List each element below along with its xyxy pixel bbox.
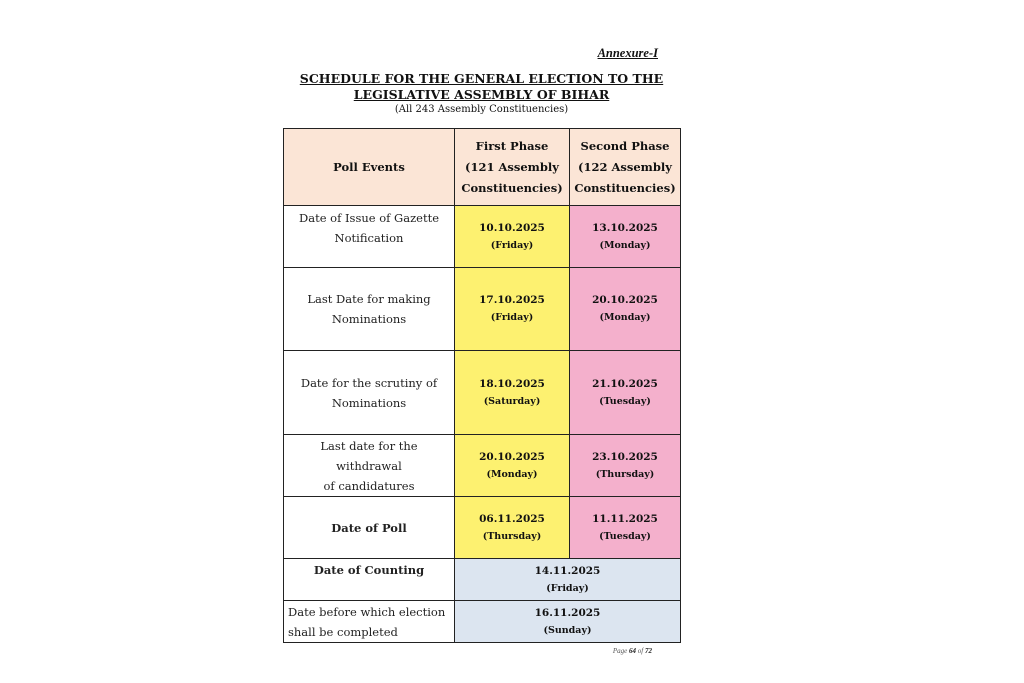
phase1-date: 06.11.2025: [479, 512, 545, 525]
phase1-cell: [455, 206, 570, 268]
phase1-day: (Friday): [490, 239, 534, 251]
phase2-day: (Monday): [599, 312, 651, 323]
header-second-phase: [570, 129, 681, 206]
phase2-cell: [570, 206, 681, 268]
event-label-line-1: Last Date for making: [307, 292, 431, 306]
table-row-nominations: [284, 268, 681, 351]
event-label-line-1: Date of Poll: [331, 520, 407, 535]
table-row-poll: [284, 497, 681, 559]
header-first-phase-count: (121 Assembly: [465, 159, 559, 174]
phase2-cell: [570, 435, 681, 497]
event-label-line-1: Date of Issue of Gazette: [299, 210, 439, 225]
page-label: Page: [612, 647, 628, 655]
completion-day: (Sunday): [543, 624, 592, 636]
event-label-line-1: Last date for the withdrawal: [320, 438, 418, 473]
phase2-date: 13.10.2025: [592, 221, 658, 234]
table-header-row: [284, 129, 681, 206]
event-label-line-1: Date before which election: [288, 604, 446, 619]
phase1-date: 17.10.2025: [479, 294, 545, 306]
phase2-cell: [570, 268, 681, 351]
phase2-date: 11.11.2025: [592, 512, 658, 525]
phase2-day: (Tuesday): [599, 395, 651, 407]
title-line-1: SCHEDULE FOR THE GENERAL ELECTION TO THE: [299, 71, 664, 86]
header-first-phase: [455, 129, 570, 206]
phase1-date: 10.10.2025: [479, 221, 545, 234]
table-row-scrutiny: [284, 351, 681, 435]
event-label-line-2: of candidatures: [323, 478, 415, 493]
page-number: 64: [629, 647, 637, 655]
header-first-phase-unit: Constituencies): [461, 180, 563, 195]
header-second-phase-title: Second Phase: [580, 138, 670, 153]
event-cell: [284, 601, 455, 643]
phase1-day: (Monday): [486, 468, 538, 480]
event-label-line-2: Nominations: [331, 312, 407, 326]
phase1-cell: [455, 435, 570, 497]
page-footer: [560, 647, 652, 655]
phase1-cell: [455, 268, 570, 351]
election-schedule-table: [283, 128, 681, 643]
phase2-date: 21.10.2025: [592, 377, 658, 390]
header-second-phase-unit: Constituencies): [574, 180, 676, 195]
event-label-line-1: Date for the scrutiny of: [300, 375, 438, 390]
event-label-line-2: Nominations: [331, 395, 407, 410]
table-row-gazette: [284, 206, 681, 268]
document-subtitle: (All 243 Assembly Constituencies): [394, 104, 569, 115]
page-total: 72: [645, 647, 652, 655]
event-cell: [284, 206, 455, 268]
event-label-line-2: Notification: [334, 230, 404, 245]
phase2-day: (Monday): [599, 239, 651, 251]
counting-date: 14.11.2025: [534, 564, 601, 577]
table-row-withdrawal: [284, 435, 681, 497]
phase1-day: (Saturday): [483, 395, 541, 407]
event-cell: [284, 435, 455, 497]
table-row-counting: [284, 559, 681, 601]
event-cell: [284, 268, 455, 351]
page-of-label: of: [637, 647, 644, 655]
event-label-line-2: shall be completed: [288, 624, 398, 639]
header-second-phase-count: (122 Assembly: [578, 159, 672, 174]
phase2-day: (Tuesday): [599, 530, 651, 542]
phase2-cell: [570, 351, 681, 435]
phase1-day: (Friday): [490, 312, 534, 323]
document-title: [283, 71, 680, 103]
counting-day: (Friday): [546, 582, 589, 594]
common-date-cell: [455, 559, 681, 601]
phase2-date: 20.10.2025: [592, 294, 658, 306]
phase2-day: (Thursday): [595, 468, 655, 480]
header-poll-events: Poll Events: [284, 129, 455, 206]
event-cell: [284, 351, 455, 435]
event-label-line-1: Date of Counting: [313, 563, 425, 577]
header-first-phase-title: First Phase: [475, 138, 549, 153]
phase1-date: 20.10.2025: [479, 450, 545, 463]
title-line-2: LEGISLATIVE ASSEMBLY OF BIHAR: [353, 87, 610, 102]
phase1-cell: [455, 497, 570, 559]
event-cell: [284, 497, 455, 559]
completion-date: 16.11.2025: [534, 606, 601, 619]
phase2-date: 23.10.2025: [592, 450, 658, 463]
table-row-completion: [284, 601, 681, 643]
phase2-cell: [570, 497, 681, 559]
common-date-cell: [455, 601, 681, 643]
phase1-day: (Thursday): [482, 530, 542, 542]
phase1-date: 18.10.2025: [479, 377, 545, 390]
annexure-label: Annexure-I: [597, 46, 658, 60]
event-cell: [284, 559, 455, 601]
phase1-cell: [455, 351, 570, 435]
